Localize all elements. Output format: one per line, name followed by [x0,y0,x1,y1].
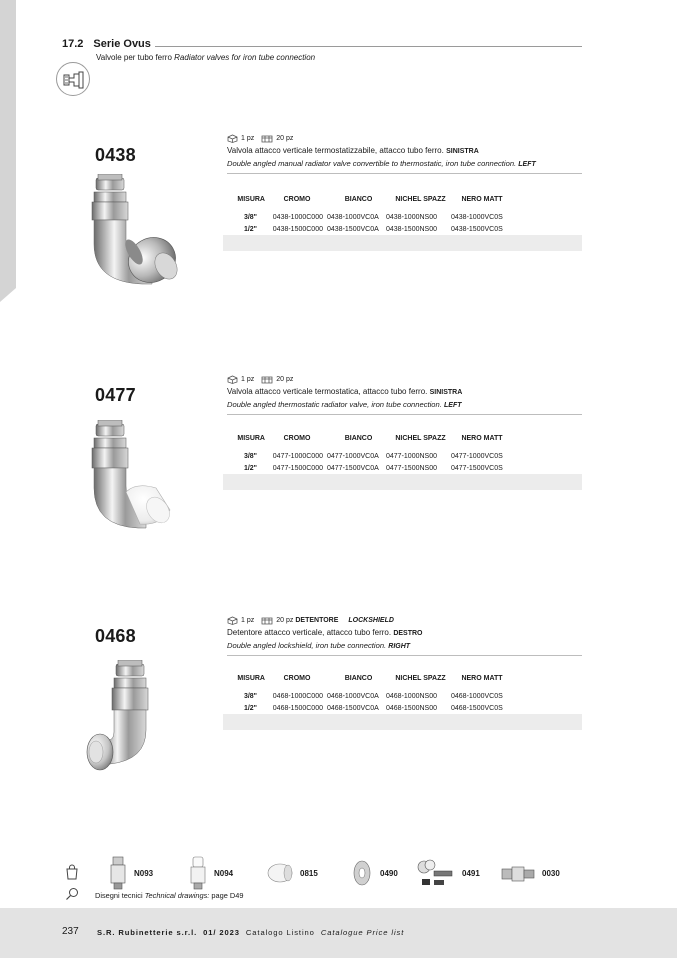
0030-image [500,855,536,891]
price-table [223,432,582,490]
pack-single: 1 pz [227,134,254,143]
valve-0438-image [86,174,186,294]
box-single-icon [227,616,238,625]
packaging-row [227,615,582,625]
accessory-item[interactable]: N094 [188,853,233,893]
divider [227,655,582,656]
pack-single: 1 pz [227,375,254,384]
header-rule [155,46,582,47]
box-single-icon [227,375,238,384]
pack-multi: 20 pz [261,134,293,143]
description-en: Double angled thermostatic radiator valve, iron tube connection. LEFT [227,400,462,409]
divider [227,173,582,174]
n094-image [188,855,208,891]
table-row: 3/8" 0438-1000C000 0438-1000VC0A 0438-1000NS00 0438-1000VC0S [243,213,503,221]
box-multi-icon [261,375,273,384]
table-band [223,714,582,730]
lockshield-0468-image [80,660,170,780]
magnifier-icon [65,887,79,901]
accessory-item[interactable]: N093 [108,853,153,893]
table-band [223,235,582,251]
product-info [227,133,582,174]
accessory-item[interactable]: 0491 [416,853,480,893]
table-header: MISURA CROMO BIANCO NICHEL SPAZZ NERO MATT [237,674,503,682]
box-single-icon [227,134,238,143]
side-tab [0,0,16,288]
footer-text: S.R. Rubinetterie s.r.l. 01/ 2023 Catalogo Listino Catalogue Price list [97,928,405,937]
0491-image [416,855,456,891]
technical-drawings-note: Disegni tecnici Technical drawings: page D49 [95,891,244,900]
lockshield-label-en: LOCKSHIELD [348,616,394,624]
description-it: Detentore attacco verticale, attacco tubo ferro. DESTRO [227,628,423,637]
packaging-row [227,133,582,143]
table-header: MISURA CROMO BIANCO NICHEL SPAZZ NERO MATT [237,434,503,442]
table-row: 1/2" 0438-1500C000 0438-1500VC0A 0438-1500NS00 0438-1500VC0S [243,225,503,233]
table-row: 1/2" 0468-1500C000 0468-1500VC0A 0468-1500NS00 0468-1500VC0S [243,704,503,712]
divider [227,414,582,415]
description-en: Double angled manual radiator valve convertible to thermostatic, iron tube connection. LEFT [227,159,536,168]
price-table [223,672,582,730]
accessory-item[interactable]: 0815 [266,853,318,893]
series-icon [56,62,90,96]
n093-image [108,855,128,891]
page-footer [0,908,677,958]
accessory-item[interactable]: 0490 [350,853,398,893]
product-code: 0468 [95,626,136,646]
product-code: 0477 [95,385,136,405]
pack-multi: 20 pz [261,616,293,625]
0490-image [350,855,374,891]
box-multi-icon [261,616,273,625]
table-header: MISURA CROMO BIANCO NICHEL SPAZZ NERO MATT [237,195,503,203]
box-multi-icon [261,134,273,143]
description-en: Double angled lockshield, iron tube connection. RIGHT [227,641,411,650]
description-it: Valvola attacco verticale termostatizzabile, attacco tubo ferro. SINISTRA [227,146,479,155]
product-info [227,374,582,415]
section-title: Serie Ovus [93,38,151,50]
pack-multi: 20 pz [261,375,293,384]
section-subtitle: Valvole per tubo ferro Radiator valves for iron tube connection [96,53,316,62]
table-band [223,474,582,490]
section-number: 17.2 [62,38,84,50]
description-it: Valvola attacco verticale termostatica, attacco tubo ferro. SINISTRA [227,387,463,396]
valve-0477-image [86,420,176,540]
table-row: 3/8" 0477-1000C000 0477-1000VC0A 0477-1000NS00 0477-1000VC0S [243,452,503,460]
accessory-item[interactable]: 0030 [500,853,560,893]
shopping-bag-icon [65,864,79,880]
packaging-row [227,374,582,384]
page-number: 237 [62,926,79,937]
product-info [227,615,582,656]
table-row: 1/2" 0477-1500C000 0477-1500VC0A 0477-1500NS00 0477-1500VC0S [243,464,503,472]
pack-single: 1 pz [227,616,254,625]
technical-drawings-link[interactable]: page D49 [211,891,244,900]
0815-image [266,855,294,891]
section-header [62,38,582,62]
product-code: 0438 [95,145,136,165]
price-table [223,193,582,251]
lockshield-label-it: DETENTORE [295,616,339,624]
table-row: 3/8" 0468-1000C000 0468-1000VC0A 0468-1000NS00 0468-1000VC0S [243,692,503,700]
